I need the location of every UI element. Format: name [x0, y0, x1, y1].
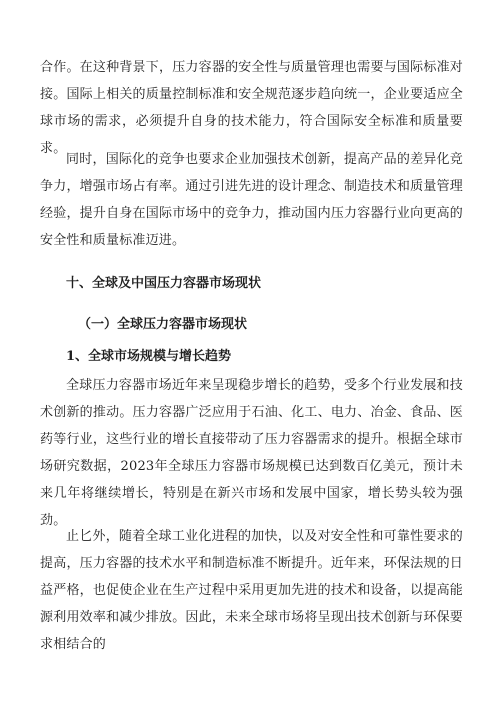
- paragraph-industrialization: [40, 523, 463, 658]
- section-heading: 十、全球及中国压力容器市场现状: [66, 276, 262, 291]
- paragraph-internationalization: [40, 146, 463, 254]
- paragraph-text: 止匕外，随着全球工业化进程的加快，以及对安全性和可靠性要求的提高，压力容器的技术水平和制造标准不断提升。近年来，环保法规的日益严格，也促使企业在生产过程中采用更加先进的技术和设备，以提高能源利用效率和减少排放。因此，未来全球市场将呈现出技术创新与环保要求相结合的: [40, 529, 463, 652]
- paragraph-text: 合作。在这种背景下，压力容器的安全性与质量管理也需要与国际标准对接。国际上相关的质量控制标准和安全规范逐步趋向统一，企业要适应全球市场的需求，必须提升自身的技术能力，符合国际安全标准和质量要求。: [40, 60, 463, 156]
- item-heading: 1、全球市场规模与增长趋势: [66, 349, 232, 364]
- paragraph-text: 全球压力容器市场近年来呈现稳步增长的趋势，受多个行业发展和技术创新的推动。压力容器广泛应用于石油、化工、电力、冶金、食品、医药等行业，这些行业的增长直接带动了压力容器需求的提升。根据全球市场研究数据，2023年全球压力容器市场规模已达到数百亿美元，预计未来几年将继续增长，特别是在新兴市场和发展中国家，增长势头较为强劲。: [40, 378, 463, 528]
- paragraph-market-size: [40, 372, 463, 534]
- subsection-heading: （一）全球压力容器市场现状: [78, 317, 248, 332]
- paragraph-text: 同时，国际化的竞争也要求企业加强技术创新，提高产品的差异化竞争力，增强市场占有率。通过引进先进的设计理念、制造技术和质量管理经验，提升自身在国际市场中的竞争力，推动国内压力容器行业向更高的安全性和质量标准迈进。: [40, 152, 463, 248]
